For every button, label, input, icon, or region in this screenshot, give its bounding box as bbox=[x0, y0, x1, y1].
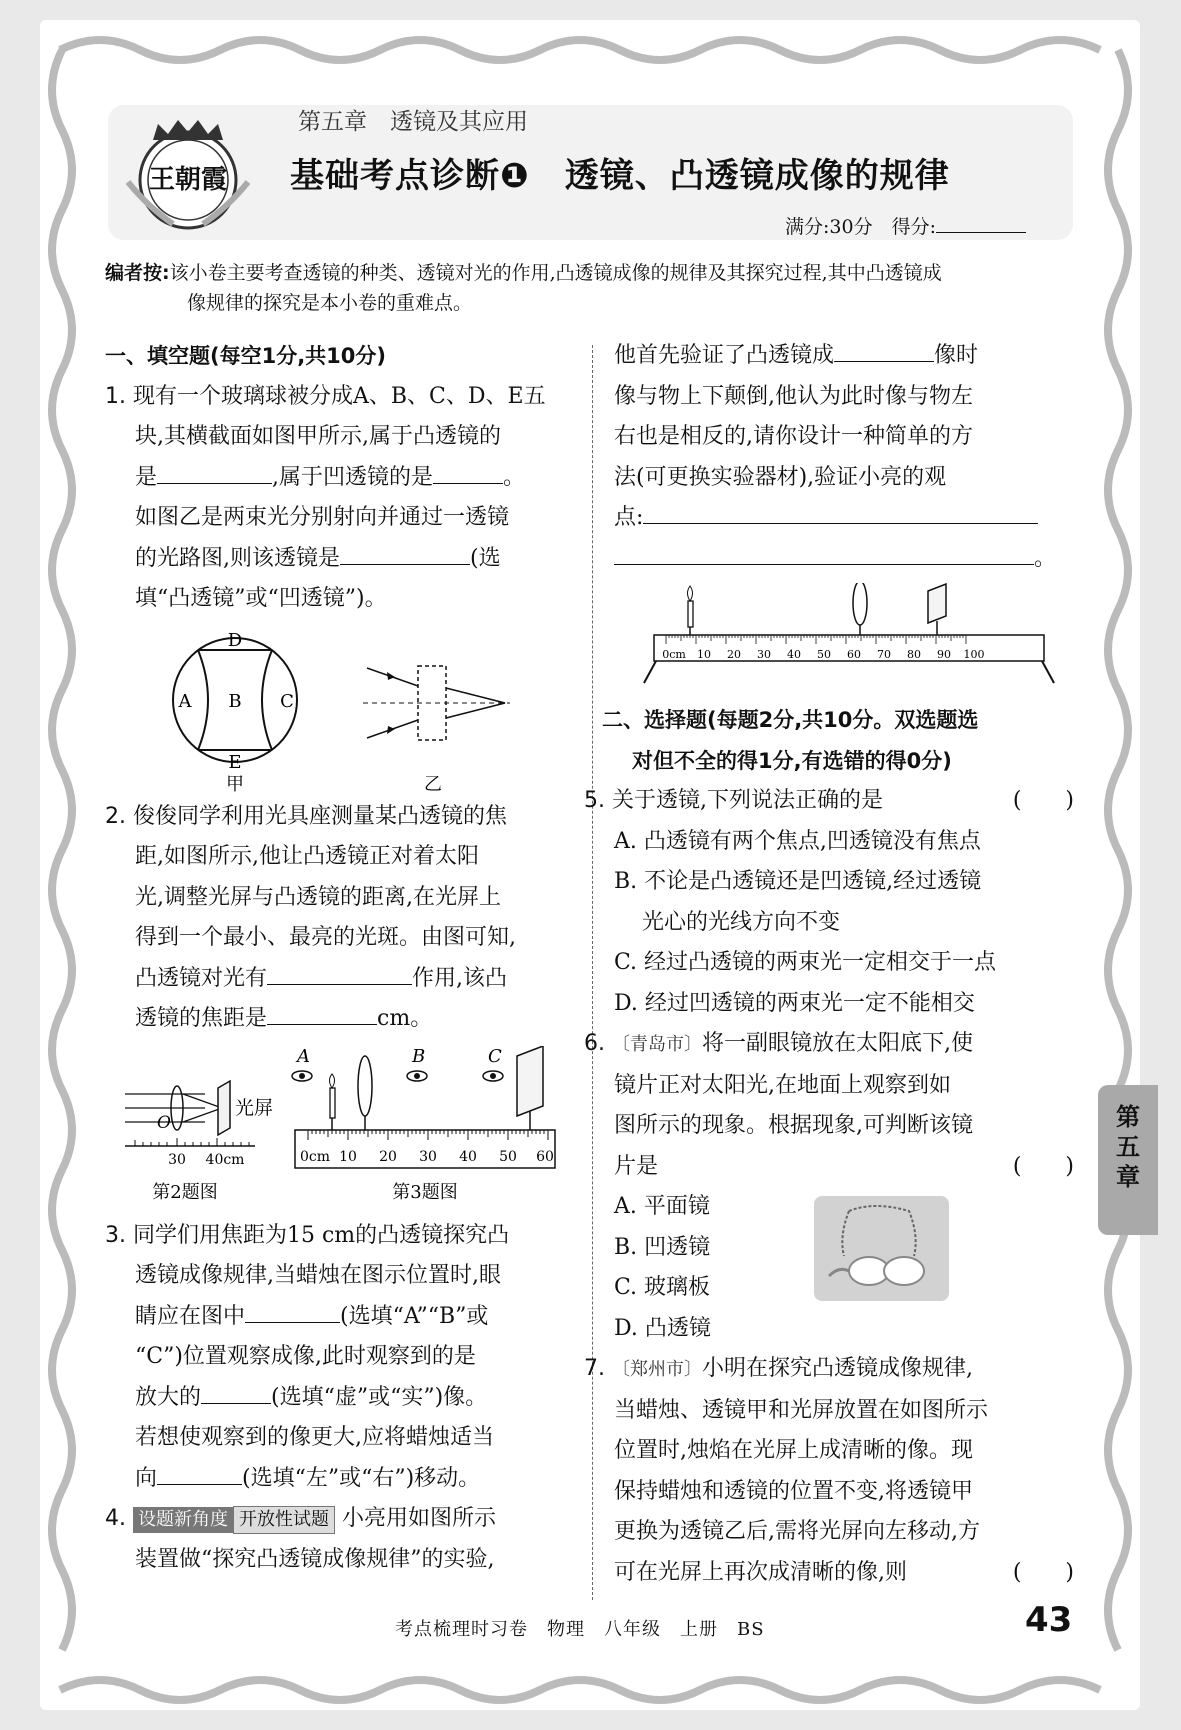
q3-blank3[interactable] bbox=[157, 1484, 242, 1485]
logo-seal bbox=[118, 112, 258, 232]
q5-option-d[interactable]: D. 经过凹透镜的两束光一定不能相交 bbox=[614, 990, 975, 1016]
svg-text:王朝霞: 王朝霞 bbox=[148, 165, 228, 195]
fig1-caption-yi: 乙 bbox=[424, 773, 442, 793]
q4fig-tick-10: 10 bbox=[697, 648, 711, 661]
score-label: 满分:30分 得分: bbox=[785, 216, 936, 238]
q1-blank1[interactable] bbox=[157, 483, 272, 484]
q4-r2: 像与物上下颠倒,他认为此时像与物左 bbox=[614, 383, 973, 409]
q2-line2: 距,如图所示,他让凸透镜正对着太阳 bbox=[135, 844, 479, 869]
fig3-tick-60: 60 bbox=[536, 1148, 554, 1165]
q1-number: 1. bbox=[105, 383, 126, 409]
score-line bbox=[785, 212, 1026, 239]
q1-l3a: 是 bbox=[135, 464, 158, 490]
q4-r6-end: 。 bbox=[1034, 545, 1057, 571]
fig3-tick-20: 20 bbox=[379, 1148, 397, 1165]
q1-l3c: 。 bbox=[503, 464, 526, 490]
q2-line4: 得到一个最小、最亮的光斑。由图可知, bbox=[135, 925, 516, 950]
question-6 bbox=[584, 1024, 1074, 1349]
q4fig-tick-80: 80 bbox=[907, 648, 921, 661]
q3-line3 bbox=[105, 1297, 565, 1338]
q4-continued bbox=[614, 336, 1074, 688]
q4fig-tick-30: 30 bbox=[757, 648, 771, 661]
q4-blank3[interactable] bbox=[614, 564, 1034, 565]
fig2-label-O: O bbox=[157, 1112, 171, 1133]
q2-l6b: cm。 bbox=[377, 1006, 433, 1031]
q4-tag-open: 开放性试题 bbox=[233, 1506, 335, 1534]
q7-l6: 可在光屏上再次成清晰的像,则 bbox=[614, 1559, 907, 1585]
page-title: 基础考点诊断❶ 透镜、凸透镜成像的规律 bbox=[290, 156, 950, 196]
q6-answer-paren[interactable]: ( ) bbox=[1012, 1153, 1074, 1179]
q1-line1: 现有一个玻璃球被分成A、B、C、D、E五 bbox=[133, 383, 546, 409]
q1-l5a: 的光路图,则该透镜是 bbox=[135, 545, 340, 571]
fig1-caption-jia: 甲 bbox=[226, 773, 244, 793]
section1-title: 一、填空题(每空1分,共10分) bbox=[105, 344, 387, 368]
q7-number: 7. bbox=[584, 1356, 605, 1381]
q3-number: 3. bbox=[105, 1222, 126, 1248]
q4fig-tick-90: 90 bbox=[937, 648, 951, 661]
q7-line2: 当蜡烛、透镜甲和光屏放置在如图所示 bbox=[614, 1397, 989, 1423]
section2-title1: 二、选择题(每题2分,共10分。双选题选 bbox=[602, 708, 979, 732]
q3-l7b: (选填“左”或“右”)移动。 bbox=[242, 1465, 481, 1491]
q4fig-tick-60: 60 bbox=[847, 648, 861, 661]
q6-option-a[interactable]: A. 平面镜 bbox=[614, 1194, 710, 1219]
q1-l3b: ,属于凹透镜的是 bbox=[272, 464, 434, 490]
q2-l5a: 凸透镜对光有 bbox=[135, 965, 268, 991]
fig3-tick-30: 30 bbox=[419, 1148, 437, 1165]
q3-line1: 同学们用焦距为15 cm的凸透镜探究凸 bbox=[133, 1222, 510, 1248]
right-column bbox=[584, 336, 1074, 1593]
q3-l7a: 向 bbox=[135, 1465, 158, 1491]
q1-line4: 如图乙是两束光分别射向并通过一透镜 bbox=[135, 505, 510, 530]
q3-line7 bbox=[105, 1459, 565, 1500]
fig2-caption: 第2题图 bbox=[152, 1181, 218, 1203]
q4fig-tick-0: 0cm bbox=[662, 648, 686, 661]
q4-r5-label: 点: bbox=[614, 505, 644, 530]
eye-icon-a bbox=[292, 1071, 312, 1081]
q1-blank3[interactable] bbox=[340, 564, 470, 565]
q3-l5b: (选填“虚”或“实”)像。 bbox=[271, 1384, 488, 1410]
question-1 bbox=[105, 377, 565, 793]
q4fig-tick-50: 50 bbox=[817, 648, 831, 661]
page-number: 43 bbox=[1025, 1600, 1073, 1640]
question-7 bbox=[584, 1349, 1074, 1593]
fig2-label-screen: 光屏 bbox=[235, 1096, 274, 1119]
q3-line4: “C”)位置观察成像,此时观察到的是 bbox=[135, 1344, 476, 1369]
fig3-tick-0: 0cm bbox=[299, 1148, 331, 1165]
q7-answer-paren[interactable]: ( ) bbox=[1012, 1559, 1074, 1585]
fig3-label-A: A bbox=[297, 1045, 310, 1067]
q4-r6 bbox=[614, 539, 1074, 580]
q6-line3: 图所示的现象。根据现象,可判断该镜 bbox=[614, 1113, 973, 1138]
question-2 bbox=[105, 797, 565, 1040]
q4fig-tick-100: 100 bbox=[963, 648, 985, 661]
q5-option-b[interactable]: B. 不论是凸透镜还是凹透镜,经过透镜 bbox=[614, 869, 982, 894]
figures-2-3 bbox=[105, 1046, 565, 1216]
q3-l3b: (选填“A”“B”或 bbox=[340, 1303, 489, 1329]
fig3-tick-40: 40 bbox=[459, 1148, 477, 1165]
q3-blank1[interactable] bbox=[245, 1322, 340, 1323]
q2-l5b: 作用,该凸 bbox=[412, 965, 508, 991]
chapter-label: 第五章 透镜及其应用 bbox=[298, 109, 528, 135]
q1-line6: 填“凸透镜”或“凹透镜”)。 bbox=[135, 586, 387, 611]
fig1-label-E: E bbox=[228, 751, 242, 773]
q7-line1: 小明在探究凸透镜成像规律, bbox=[702, 1356, 973, 1381]
question-3 bbox=[105, 1216, 565, 1500]
q1-figure bbox=[105, 628, 565, 793]
q4-number: 4. bbox=[105, 1506, 126, 1531]
fig1-label-A: A bbox=[178, 690, 192, 712]
q6-l4: 片是 bbox=[614, 1153, 659, 1179]
editor-note-text2: 像规律的探究是本小卷的重难点。 bbox=[187, 292, 473, 314]
fig1-label-D: D bbox=[227, 629, 243, 651]
q5-answer-paren[interactable]: ( ) bbox=[1012, 788, 1074, 813]
question-4 bbox=[105, 1499, 565, 1580]
q4fig-tick-70: 70 bbox=[877, 648, 891, 661]
q7-line5: 更换为透镜乙后,需将光屏向左移动,方 bbox=[614, 1519, 980, 1544]
q2-line3: 光,调整光屏与凸透镜的距离,在光屏上 bbox=[135, 884, 501, 910]
q2-line6 bbox=[105, 999, 565, 1040]
q2-line1: 俊俊同学利用光具座测量某凸透镜的焦 bbox=[133, 803, 508, 829]
q7-line3: 位置时,烛焰在光屏上成清晰的像。现 bbox=[614, 1438, 973, 1463]
q5-option-c[interactable]: C. 经过凸透镜的两束光一定相交于一点 bbox=[614, 950, 997, 975]
glasses-photo bbox=[814, 1196, 949, 1301]
q3-l3a: 睛应在图中 bbox=[135, 1303, 246, 1329]
q4-line1: 小亮用如图所示 bbox=[342, 1506, 497, 1531]
q6-option-c[interactable]: C. 玻璃板 bbox=[614, 1275, 711, 1300]
q4-tag-new-angle: 设题新角度 bbox=[133, 1507, 233, 1533]
q4-figure bbox=[614, 583, 1074, 688]
q4-line2: 装置做“探究凸透镜成像规律”的实验, bbox=[135, 1546, 495, 1572]
q3-l5a: 放大的 bbox=[135, 1384, 202, 1410]
q2-number: 2. bbox=[105, 803, 126, 829]
q6-line1: 将一副眼镜放在太阳底下,使 bbox=[702, 1031, 973, 1056]
q7-source: 〔郑州市〕 bbox=[612, 1359, 702, 1380]
q4-r5 bbox=[614, 498, 1074, 539]
q2-blank2[interactable] bbox=[267, 1024, 377, 1025]
chapter-side-text: 第五章 bbox=[1116, 1103, 1140, 1191]
q4-blank1[interactable] bbox=[834, 361, 934, 362]
eye-icon-c bbox=[483, 1071, 503, 1081]
q1-line2: 块,其横截面如图甲所示,属于凸透镜的 bbox=[135, 424, 501, 449]
q1-line5 bbox=[105, 539, 565, 580]
q6-number: 6. bbox=[584, 1031, 605, 1056]
q4-r1a: 他首先验证了凸透镜成 bbox=[614, 343, 835, 368]
editor-note bbox=[105, 258, 1080, 318]
q7-line6 bbox=[584, 1553, 1074, 1594]
question-5 bbox=[584, 781, 1074, 1024]
fig3-caption: 第3题图 bbox=[392, 1181, 458, 1203]
q6-line4 bbox=[584, 1147, 1074, 1188]
eye-icon-b bbox=[407, 1071, 427, 1081]
q6-option-b[interactable]: B. 凹透镜 bbox=[614, 1234, 711, 1260]
score-blank[interactable] bbox=[936, 232, 1026, 233]
section2-title2: 对但不全的得1分,有选错的得0分) bbox=[632, 748, 952, 773]
q6-option-d[interactable]: D. 凸透镜 bbox=[614, 1315, 711, 1341]
q1-l5b: (选 bbox=[470, 545, 501, 571]
q4-r3: 右也是相反的,请你设计一种简单的方 bbox=[614, 424, 973, 449]
q4-blank2[interactable] bbox=[643, 523, 1038, 524]
footer-text: 考点梳理时习卷 物理 八年级 上册 BS bbox=[395, 1619, 765, 1640]
fig2-tick-30: 30 bbox=[168, 1151, 186, 1168]
q4-r4: 法(可更换实验器材),验证小亮的观 bbox=[614, 464, 947, 490]
q7-line4: 保持蜡烛和透镜的位置不变,将透镜甲 bbox=[614, 1478, 973, 1504]
q6-source: 〔青岛市〕 bbox=[612, 1034, 702, 1055]
fig1-label-B: B bbox=[228, 690, 242, 712]
q1-blank2[interactable] bbox=[433, 483, 503, 484]
q3-line5 bbox=[105, 1378, 565, 1419]
fig3-tick-50: 50 bbox=[499, 1148, 517, 1165]
fig2-tick-40: 40cm bbox=[205, 1151, 245, 1168]
q2-line5 bbox=[105, 959, 565, 1000]
editor-note-text1: 该小卷主要考查透镜的种类、透镜对光的作用,凸透镜成像的规律及其探究过程,其中凸透镜成 bbox=[169, 262, 942, 284]
editor-note-label: 编者按: bbox=[105, 262, 170, 284]
q5-option-b-cont: 光心的光线方向不变 bbox=[642, 909, 841, 935]
q3-blank2[interactable] bbox=[201, 1403, 271, 1404]
fig3-label-B: B bbox=[412, 1045, 426, 1067]
fig3-tick-10: 10 bbox=[339, 1148, 357, 1165]
q4fig-tick-40: 40 bbox=[787, 648, 801, 661]
q5-number: 5. bbox=[584, 788, 605, 813]
q6-line2: 镜片正对太阳光,在地面上观察到如 bbox=[614, 1072, 951, 1098]
q2-blank1[interactable] bbox=[267, 984, 412, 985]
q4fig-tick-20: 20 bbox=[727, 648, 741, 661]
fig1-label-C: C bbox=[280, 690, 294, 712]
q1-line3 bbox=[105, 458, 565, 499]
q5-option-a[interactable]: A. 凸透镜有两个焦点,凹透镜没有焦点 bbox=[614, 828, 981, 854]
q3-line6: 若想使观察到的像更大,应将蜡烛适当 bbox=[135, 1425, 494, 1450]
q3-line2: 透镜成像规律,当蜡烛在图示位置时,眼 bbox=[135, 1263, 501, 1288]
q2-l6a: 透镜的焦距是 bbox=[135, 1006, 268, 1031]
fig3-label-C: C bbox=[488, 1045, 502, 1067]
q4-r1 bbox=[614, 336, 1074, 377]
q5-stem: 关于透镜,下列说法正确的是 bbox=[612, 788, 883, 813]
q4-r1b: 像时 bbox=[934, 343, 979, 368]
left-column bbox=[105, 336, 565, 1580]
